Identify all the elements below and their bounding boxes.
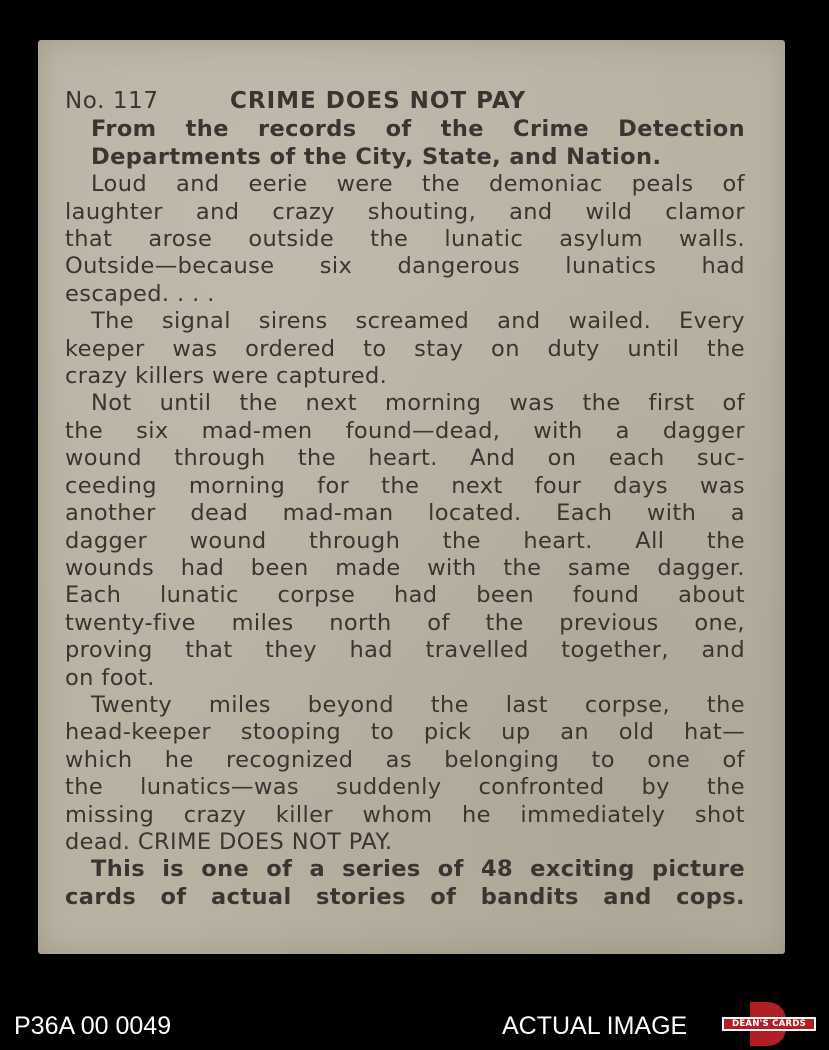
- subtitle: [65, 116, 745, 171]
- subtitle-line: Departments of the City, State, and Nation.: [91, 143, 662, 170]
- series-note: [65, 856, 745, 911]
- card-number: No. 117: [65, 88, 159, 114]
- text-line: Not until the next morning was the first of: [91, 390, 745, 417]
- text-line: head-keeper stooping to pick up an old hat—: [65, 719, 745, 746]
- text-line: Each lunatic corpse had been found about: [65, 582, 745, 609]
- paragraph-1: [65, 171, 745, 308]
- text-line: dagger wound through the heart. All the: [65, 527, 745, 554]
- text-line: Twenty miles beyond the last corpse, the: [91, 691, 745, 718]
- text-line: dead. CRIME DOES NOT PAY.: [65, 828, 393, 855]
- card-heading: [65, 88, 745, 115]
- text-line: keeper was ordered to stay on duty until the: [65, 335, 745, 362]
- text-line: wounds had been made with the same dagger.: [65, 554, 745, 581]
- paragraph-3: [65, 390, 745, 691]
- text-line: on foot.: [65, 664, 155, 691]
- text-line: Outside—because six dangerous lunatics had: [65, 253, 745, 280]
- cert-number: P36A 00 0049: [14, 1012, 172, 1040]
- text-line: ceeding morning for the next four days was: [65, 472, 745, 499]
- text-line: crazy killers were captured.: [65, 363, 388, 390]
- text-line: the six mad-men found—dead, with a dagger: [65, 417, 745, 444]
- actual-image-label: ACTUAL IMAGE: [502, 1012, 688, 1040]
- text-line: Loud and eerie were the demoniac peals of: [91, 171, 745, 198]
- text-line: escaped. . . .: [65, 280, 215, 307]
- text-line: another dead mad-man located. Each with a: [65, 500, 745, 527]
- subtitle-line: From the records of the Crime Detection: [91, 116, 745, 143]
- logo-text: DEAN'S CARDS: [722, 1017, 816, 1031]
- deans-cards-logo: [722, 1002, 816, 1046]
- text-line: twenty-five miles north of the previous one,: [65, 609, 745, 636]
- text-line: that arose outside the lunatic asylum walls.: [65, 226, 745, 253]
- paragraph-4: [65, 692, 745, 856]
- text-line: which he recognized as belonging to one of: [65, 746, 745, 773]
- paragraph-2: [65, 308, 745, 390]
- text-line: laughter and crazy shouting, and wild clamor: [65, 198, 745, 225]
- series-line: This is one of a series of 48 exciting picture: [91, 856, 745, 883]
- text-line: The signal sirens screamed and wailed. Every: [91, 308, 745, 335]
- text-line: the lunatics—was suddenly confronted by the: [65, 774, 745, 801]
- card-back: [38, 40, 785, 954]
- card-text: [65, 88, 745, 911]
- text-line: missing crazy killer whom he immediately shot: [65, 801, 745, 828]
- text-line: proving that they had travelled together, and: [65, 637, 745, 664]
- text-line: wound through the heart. And on each suc-: [65, 445, 745, 472]
- series-line: cards of actual stories of bandits and cops.: [65, 883, 745, 910]
- card-title: CRIME DOES NOT PAY: [230, 88, 527, 114]
